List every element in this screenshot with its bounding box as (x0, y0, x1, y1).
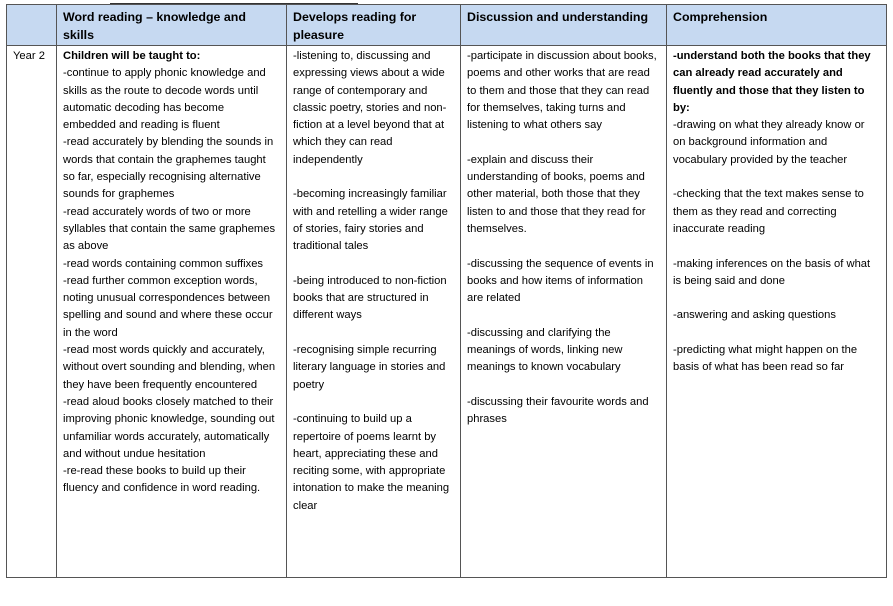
list-item: -read accurately by blending the sounds in words that contain the graphemes taught so far, especially recognising alternative sounds for graphemes (63, 136, 274, 201)
year-label: Year 2 (7, 46, 57, 578)
list-item: -discussing the sequence of events in books and how items of information are related (467, 257, 654, 305)
comprehension-cell (667, 46, 887, 578)
discussion-cell (461, 46, 667, 578)
list-item: -read most words quickly and accurately, without overt sounding and blending, when they have been frequently encountered (63, 344, 276, 391)
spacer (293, 256, 454, 273)
spacer (673, 325, 880, 342)
list-item: -predicting what might happen on the basis of what has been read so far (673, 344, 858, 374)
list-item: -continue to apply phonic knowledge and skills as the route to decode words until automatic decoding has become embedded and reading is fluent (63, 67, 266, 132)
header-word-reading: Word reading – knowledge and skills (57, 5, 287, 46)
header-comprehension: Comprehension (667, 5, 887, 46)
list-item: -recognising simple recurring literary language in stories and poetry (293, 344, 446, 391)
header-reading-pleasure: Develops reading for pleasure (287, 5, 461, 46)
year-2-row (7, 46, 887, 578)
header-discussion: Discussion and understanding (461, 5, 667, 46)
spacer (673, 238, 880, 255)
list-item: -making inferences on the basis of what is being said and done (673, 257, 871, 287)
spacer (467, 377, 660, 394)
list-item: -participate in discussion about books, poems and other works that are read to them and those that they can read for themselves, taking turns and listening to what others say (467, 50, 657, 132)
spacer (467, 307, 660, 324)
list-item: -continuing to build up a repertoire of poems learnt by heart, appreciating these and reciting some, with appropriate intonation to make the meaning clear (293, 413, 450, 512)
list-item: -answering and asking questions (673, 309, 836, 322)
list-item: -read further common exception words, noting unusual correspondences between spelling and sound and where these occur in the word (63, 274, 273, 339)
spacer (673, 290, 880, 307)
list-item: -being introduced to non-fiction books that are structured in different ways (293, 274, 447, 322)
list-item: -read aloud books closely matched to their improving phonic knowledge, sounding out unfamiliar words accurately, automatically and without undue hesitation (63, 395, 275, 460)
reading-pleasure-cell (287, 46, 461, 578)
list-item: -explain and discuss their understanding of books, poems and other material, both those that they listen to and those that they read for themselves. (467, 153, 646, 235)
list-item: -becoming increasingly familiar with and retelling a wider range of stories, fairy stories and traditional tales (293, 188, 448, 253)
list-item: -read accurately words of two or more syllables that contain the same graphemes as above (63, 205, 276, 253)
spacer (467, 238, 660, 255)
list-item: -discussing and clarifying the meanings of words, linking new meanings to known vocabulary (467, 326, 623, 374)
spacer (467, 134, 660, 151)
list-item: -checking that the text makes sense to them as they read and correcting inaccurate reading (673, 188, 864, 235)
spacer (673, 169, 880, 186)
header-blank (7, 5, 57, 46)
comprehension-intro: -understand both the books that they can already read accurately and fluently and those that they listen to by: (673, 50, 871, 114)
list-item: -listening to, discussing and expressing views about a wide range of contemporary and classic poetry, stories and non-fiction at a level beyond that at which they can read independently (293, 50, 447, 166)
spacer (293, 169, 454, 186)
list-item: -re-read these books to build up their fluency and confidence in word reading. (63, 465, 261, 495)
word-reading-cell (57, 46, 287, 578)
curriculum-table (6, 4, 887, 578)
list-item: -drawing on what they already know or on background information and vocabulary provided by the teacher (673, 119, 865, 166)
spacer (293, 394, 454, 411)
word-reading-intro: Children will be taught to: (63, 50, 201, 62)
spacer (293, 325, 454, 342)
header-row (7, 5, 887, 46)
list-item: -read words containing common suffixes (63, 257, 264, 270)
list-item: -discussing their favourite words and phrases (467, 395, 649, 426)
